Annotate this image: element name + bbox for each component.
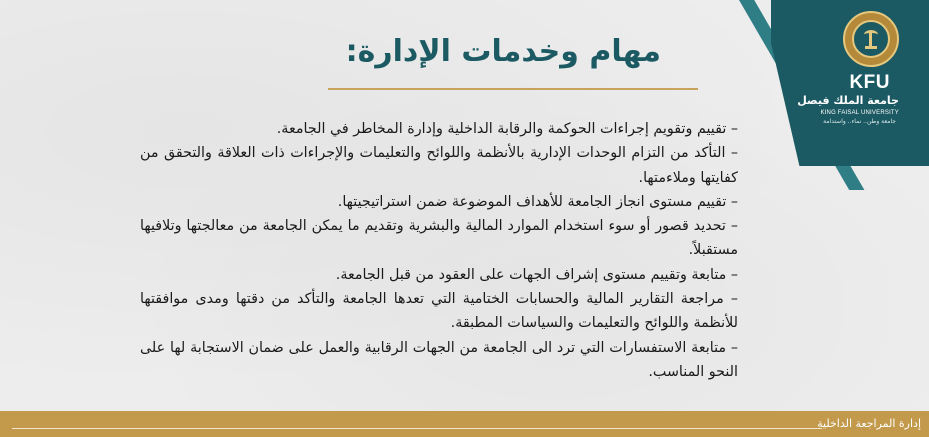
- title-underline: [328, 88, 698, 90]
- footer-divider: [12, 428, 822, 429]
- footer-bar: [0, 411, 929, 437]
- brand-logo-text: KFU: [849, 72, 890, 93]
- emblem-inner: [852, 20, 890, 58]
- task-item: – متابعة وتقييم مستوى إشراف الجهات على العقود من قبل الجامعة.: [335, 266, 738, 283]
- brand-slogan: جامعة وطن.. نماء.. واستدامة: [823, 118, 896, 125]
- task-item: – متابعة الاستفسارات التي ترد الى الجامعة من الجهات الرقابية والعمل على ضمان الاستجابة لها على النحو المناسب.: [140, 339, 738, 380]
- page-title: مهام وخدمات الإدارة:: [345, 34, 661, 69]
- task-item: – تحديد قصور أو سوء استخدام الموارد المالية والبشرية وتقديم ما يمكن الجامعة من معالجتها وتلافيها مستقبلاً.: [140, 218, 738, 259]
- brand-name-arabic: جامعة الملك فيصل: [797, 94, 899, 107]
- palm-tree-icon: [865, 30, 877, 49]
- task-item: – التأكد من التزام الوحدات الإدارية بالأنظمة واللوائح والتعليمات والإجراءات ذات العلاقة والتحقق من كفايتها وملاءمتها.: [140, 145, 738, 186]
- university-emblem-icon: [843, 11, 899, 67]
- task-item: – تقييم مستوى انجاز الجامعة للأهداف الموضوعة ضمن استراتيجيتها.: [337, 193, 738, 210]
- task-item: – تقييم وتقويم إجراءات الحوكمة والرقابة الداخلية وإدارة المخاطر في الجامعة.: [276, 121, 738, 137]
- tasks-list: [140, 117, 738, 384]
- footer-label: إدارة المراجعة الداخلية: [817, 417, 921, 430]
- brand-name-english: KING FAISAL UNIVERSITY: [820, 110, 899, 116]
- task-item: – مراجعة التقارير المالية والحسابات الختامية التي تعدها الجامعة والتأكد من دقتها ومدى موافقتها للأنظمة واللوائح والتعليمات والسياسات المطبقة.: [140, 291, 738, 332]
